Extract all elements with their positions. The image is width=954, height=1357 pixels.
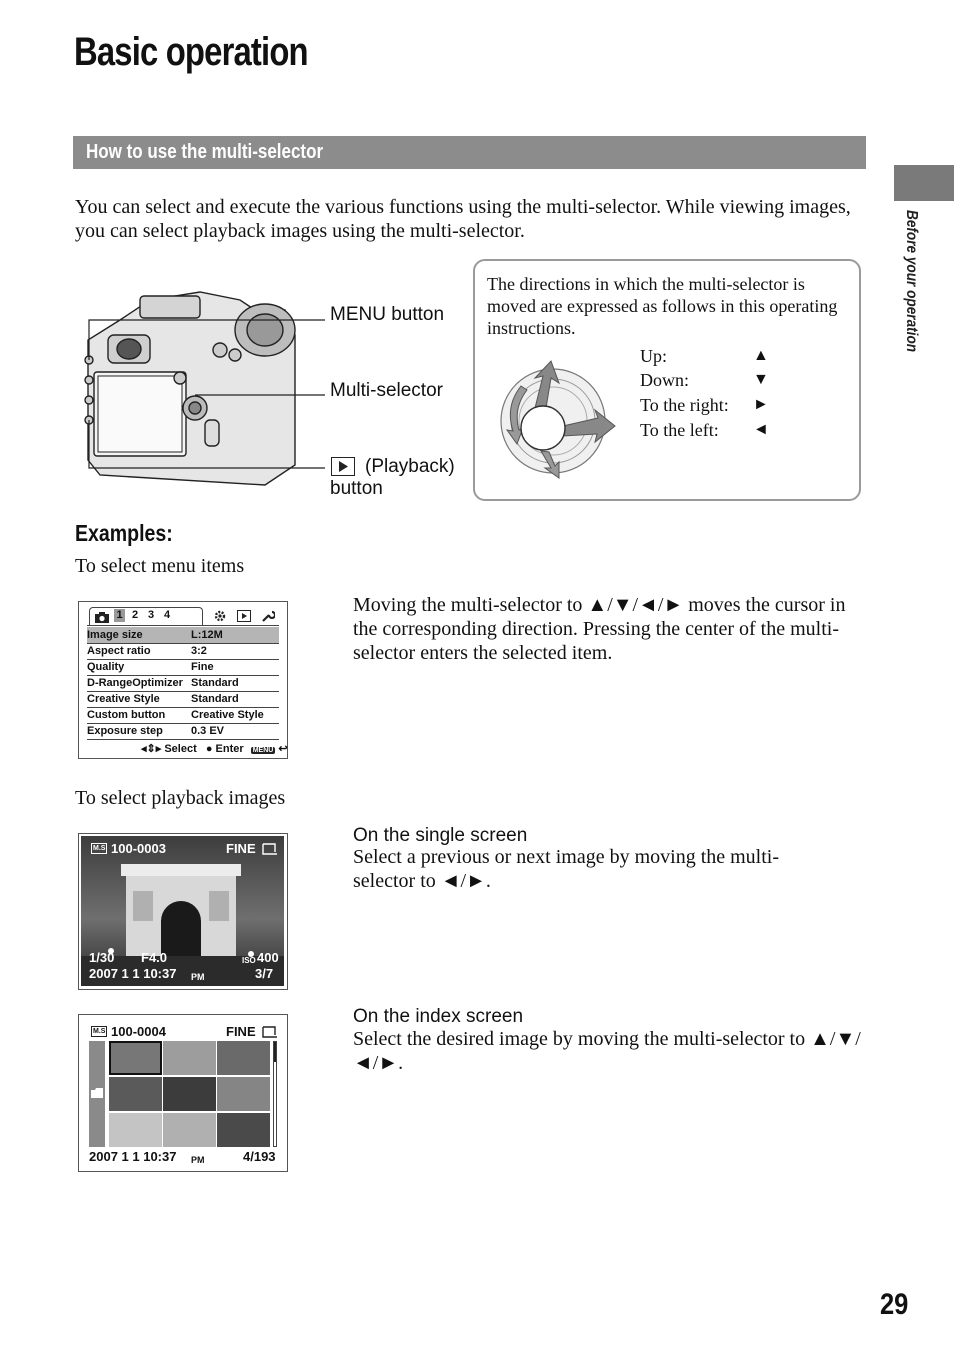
direction-up-arrow: ▲ [753, 347, 769, 364]
aspect-icon [262, 843, 278, 855]
multi-selector-diagram [493, 356, 623, 486]
direction-left-arrow: ◄ [753, 421, 769, 438]
thumbnail[interactable] [217, 1077, 270, 1111]
examples-heading: Examples: [75, 520, 173, 546]
thumbnail[interactable] [163, 1041, 216, 1075]
select-arrows-icon: ◂⇕▸ [141, 743, 162, 755]
single-screen-description: Select a previous or next image by moving the multi-selector to ◄/►. [353, 846, 780, 892]
thumbnail[interactable] [109, 1113, 162, 1147]
camera-icon [94, 611, 110, 623]
direction-left-label: To the left: [640, 420, 719, 440]
quality: FINE [226, 841, 256, 856]
intro-paragraph: You can select and execute the various functions using the multi-selector. While viewing images, you can select playback images using the multi-selector. [75, 196, 851, 242]
thumbnail[interactable] [109, 1041, 162, 1075]
menu-row[interactable]: Creative Style Standard [87, 691, 279, 708]
direction-up-label: Up: [640, 346, 667, 366]
date-time: 2007 1 1 10:37 [89, 1149, 177, 1164]
scroll-thumb[interactable] [274, 1042, 276, 1062]
menu-description: Moving the multi-selector to ▲/▼/◄/► moves the cursor in the corresponding direction. Pressing the center of the multi-selector enters the selected item. [353, 594, 846, 664]
menu-row[interactable]: Image size L:12M [87, 627, 279, 644]
date-time: 2007 1 1 10:37 [89, 966, 177, 981]
thumbnail[interactable] [109, 1077, 162, 1111]
playback-images-label: To select playback images [75, 787, 286, 809]
tab-3[interactable]: 3 [148, 609, 155, 621]
direction-down-arrow: ▼ [753, 371, 769, 388]
aperture: F4.0 [141, 950, 168, 965]
section-title: How to use the multi-selector [86, 141, 324, 163]
enter-dot-icon: ● [205, 743, 213, 755]
file-number: 100-0003 [111, 841, 166, 856]
tab-2[interactable]: 2 [132, 609, 139, 621]
menu-row[interactable]: Aspect ratio 3:2 [87, 643, 279, 660]
single-screen-heading: On the single screen [353, 825, 528, 846]
direction-down-label: Down: [640, 370, 689, 390]
page-number: 29 [880, 1288, 909, 1321]
folder-icon [91, 1088, 103, 1098]
menu-row[interactable]: Exposure step 0.3 EV [87, 723, 279, 740]
iso-value: 400 [257, 950, 279, 965]
menu-tab-bar [87, 607, 279, 626]
menu-row[interactable]: D-RangeOptimizer Standard [87, 675, 279, 692]
gear-icon[interactable] [213, 609, 227, 623]
aspect-icon [262, 1026, 278, 1038]
footer-select: Select [164, 743, 197, 755]
direction-right-arrow: ► [753, 396, 769, 413]
direction-right-label: To the right: [640, 395, 729, 415]
tab-4[interactable]: 4 [164, 609, 171, 621]
menu-items-label: To select menu items [75, 555, 245, 577]
return-icon: ↩ [278, 743, 288, 755]
playback-callout-line2: button [330, 478, 383, 499]
section-header-bar [73, 136, 866, 169]
image-counter: 4/193 [243, 1149, 276, 1164]
index-screen [78, 1014, 288, 1172]
page-title: Basic operation [74, 30, 308, 74]
menu-row[interactable]: Quality Fine [87, 659, 279, 676]
menu-screen [78, 601, 288, 759]
index-scrollbar[interactable] [273, 1041, 277, 1147]
quality: FINE [226, 1024, 256, 1039]
footer-enter: Enter [215, 743, 244, 755]
menu-footer [141, 741, 288, 757]
menu-row[interactable]: Custom button Creative Style [87, 707, 279, 724]
side-tab-label: Before your operation [903, 210, 920, 353]
multi-selector-callout: Multi-selector [330, 380, 443, 401]
footer-menu-badge: MENU [252, 747, 274, 754]
folder-bar[interactable] [89, 1041, 105, 1147]
index-screen-description: Select the desired image by moving the multi-selector to ▲/▼/◄/►. [353, 1028, 861, 1074]
single-screen [78, 833, 288, 990]
thumbnail[interactable] [217, 1041, 270, 1075]
mode-badge: M.S [93, 845, 106, 852]
playback-icon [331, 457, 355, 476]
directions-text: The directions in which the multi-selector is moved are expressed as follows in this operating instructions. [487, 274, 838, 338]
pm-label: PM [191, 972, 205, 982]
thumbnail[interactable] [217, 1113, 270, 1147]
thumbnail[interactable] [163, 1077, 216, 1111]
wrench-icon[interactable] [261, 609, 275, 623]
menu-button-callout: MENU button [330, 304, 445, 325]
iso-label: ISO [242, 956, 256, 965]
file-number: 100-0004 [111, 1024, 166, 1039]
directions-box [473, 259, 861, 501]
playback-callout-line1: (Playback) [365, 456, 455, 477]
shutter-speed: 1/30 [89, 950, 115, 965]
pm-label: PM [191, 1155, 205, 1165]
thumbnail[interactable] [163, 1113, 216, 1147]
playback-tab-icon[interactable] [237, 610, 251, 622]
index-screen-heading: On the index screen [353, 1006, 524, 1027]
side-tab-marker [894, 165, 954, 201]
camera-tab [89, 607, 203, 625]
mode-badge: M.S [93, 1028, 106, 1035]
tab-1[interactable]: 1 [114, 609, 125, 622]
image-counter: 3/7 [255, 966, 274, 981]
thumbnail-grid [109, 1041, 271, 1147]
